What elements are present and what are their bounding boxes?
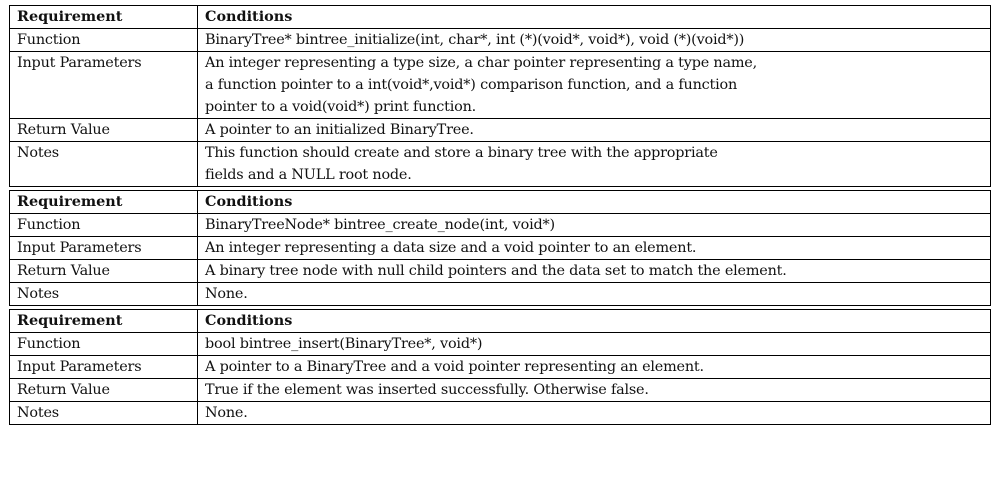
requirements-table-insert bbox=[9, 309, 991, 425]
row-value: BinaryTreeNode* bintree_create_node(int, void*) bbox=[198, 214, 991, 237]
table-row-function bbox=[10, 29, 991, 52]
row-label: Input Parameters bbox=[10, 52, 198, 119]
table-row-return-value bbox=[10, 119, 991, 142]
row-value-line: An integer representing a type size, a char pointer representing a type name, bbox=[205, 55, 757, 71]
header-conditions: Conditions bbox=[198, 191, 991, 214]
row-value-line: a function pointer to a int(void*,void*) comparison function, and a function bbox=[205, 77, 738, 93]
requirements-table-create-node bbox=[9, 190, 991, 306]
row-label: Input Parameters bbox=[10, 356, 198, 379]
header-conditions: Conditions bbox=[198, 310, 991, 333]
table-row-notes bbox=[10, 402, 991, 425]
table-row-input-parameters bbox=[10, 237, 991, 260]
row-value: True if the element was inserted successfully. Otherwise false. bbox=[198, 379, 991, 402]
requirements-tables bbox=[9, 5, 990, 428]
row-value bbox=[198, 52, 991, 119]
row-value bbox=[198, 142, 991, 187]
table-row-function bbox=[10, 214, 991, 237]
table-row-return-value bbox=[10, 379, 991, 402]
row-value: A pointer to a BinaryTree and a void pointer representing an element. bbox=[198, 356, 991, 379]
row-value: None. bbox=[198, 402, 991, 425]
table-row-return-value bbox=[10, 260, 991, 283]
row-value: A pointer to an initialized BinaryTree. bbox=[198, 119, 991, 142]
table-row-function bbox=[10, 333, 991, 356]
row-label: Function bbox=[10, 333, 198, 356]
header-conditions: Conditions bbox=[198, 6, 991, 29]
row-label: Return Value bbox=[10, 260, 198, 283]
row-value: None. bbox=[198, 283, 991, 306]
header-requirement: Requirement bbox=[10, 191, 198, 214]
row-label: Return Value bbox=[10, 119, 198, 142]
requirements-table-initialize bbox=[9, 5, 991, 187]
row-value: An integer representing a data size and a void pointer to an element. bbox=[198, 237, 991, 260]
header-requirement: Requirement bbox=[10, 6, 198, 29]
row-value-line: fields and a NULL root node. bbox=[205, 167, 412, 183]
table-row-notes bbox=[10, 142, 991, 187]
row-label: Notes bbox=[10, 402, 198, 425]
row-label: Return Value bbox=[10, 379, 198, 402]
row-label: Function bbox=[10, 214, 198, 237]
table-header-row bbox=[10, 191, 991, 214]
row-value-line: This function should create and store a binary tree with the appropriate bbox=[205, 145, 718, 161]
row-label: Function bbox=[10, 29, 198, 52]
header-requirement: Requirement bbox=[10, 310, 198, 333]
table-header-row bbox=[10, 310, 991, 333]
row-value: BinaryTree* bintree_initialize(int, char*, int (*)(void*, void*), void (*)(void*)) bbox=[198, 29, 991, 52]
row-label: Notes bbox=[10, 142, 198, 187]
table-header-row bbox=[10, 6, 991, 29]
row-label: Input Parameters bbox=[10, 237, 198, 260]
row-value: bool bintree_insert(BinaryTree*, void*) bbox=[198, 333, 991, 356]
row-value: A binary tree node with null child pointers and the data set to match the element. bbox=[198, 260, 991, 283]
table-row-input-parameters bbox=[10, 356, 991, 379]
row-label: Notes bbox=[10, 283, 198, 306]
table-row-input-parameters bbox=[10, 52, 991, 119]
table-row-notes bbox=[10, 283, 991, 306]
row-value-line: pointer to a void(void*) print function. bbox=[205, 99, 477, 115]
